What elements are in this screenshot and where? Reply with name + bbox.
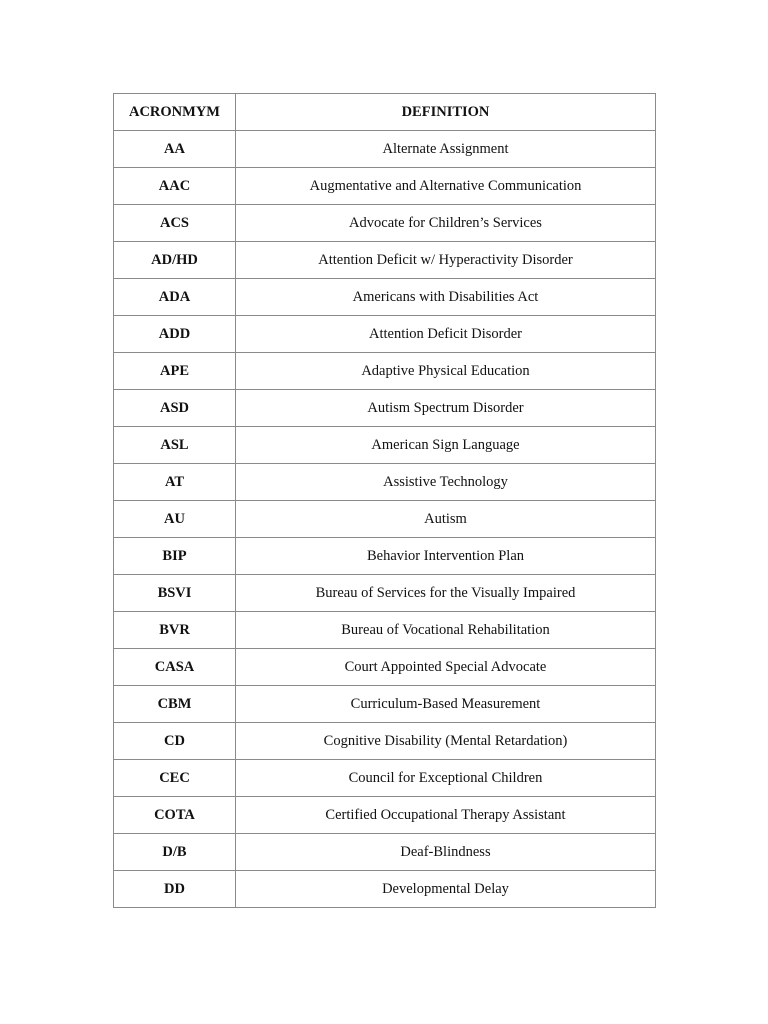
table-row xyxy=(114,427,656,464)
table-row xyxy=(114,797,656,834)
acronym-cell: CD xyxy=(114,723,236,760)
definition-cell: Advocate for Children’s Services xyxy=(236,205,656,242)
definition-cell: Attention Deficit w/ Hyperactivity Disorder xyxy=(236,242,656,279)
acronym-cell: ACS xyxy=(114,205,236,242)
definition-cell: Behavior Intervention Plan xyxy=(236,538,656,575)
acronym-cell: D/B xyxy=(114,834,236,871)
acronym-cell: COTA xyxy=(114,797,236,834)
definition-cell: Augmentative and Alternative Communication xyxy=(236,168,656,205)
acronym-cell: AT xyxy=(114,464,236,501)
definition-cell: Americans with Disabilities Act xyxy=(236,279,656,316)
table-row xyxy=(114,205,656,242)
table-row xyxy=(114,390,656,427)
table-row xyxy=(114,834,656,871)
definition-cell: Developmental Delay xyxy=(236,871,656,908)
acronym-cell: AA xyxy=(114,131,236,168)
definition-cell: American Sign Language xyxy=(236,427,656,464)
table-row xyxy=(114,353,656,390)
definition-cell: Deaf-Blindness xyxy=(236,834,656,871)
acronym-cell: AU xyxy=(114,501,236,538)
acronym-cell: ASL xyxy=(114,427,236,464)
definition-cell: Bureau of Vocational Rehabilitation xyxy=(236,612,656,649)
acronym-cell: AD/HD xyxy=(114,242,236,279)
table-row xyxy=(114,131,656,168)
acronym-cell: DD xyxy=(114,871,236,908)
acronym-cell: AAC xyxy=(114,168,236,205)
acronym-cell: CBM xyxy=(114,686,236,723)
acronym-cell: BIP xyxy=(114,538,236,575)
acronym-table xyxy=(113,93,656,908)
definition-cell: Court Appointed Special Advocate xyxy=(236,649,656,686)
definition-cell: Council for Exceptional Children xyxy=(236,760,656,797)
definition-column-header: DEFINITION xyxy=(236,94,656,131)
acronym-cell: APE xyxy=(114,353,236,390)
acronym-column-header: ACRONMYM xyxy=(114,94,236,131)
table-row xyxy=(114,464,656,501)
acronym-cell: ADA xyxy=(114,279,236,316)
table-header xyxy=(114,94,656,131)
definition-cell: Certified Occupational Therapy Assistant xyxy=(236,797,656,834)
definition-cell: Autism Spectrum Disorder xyxy=(236,390,656,427)
acronym-cell: CEC xyxy=(114,760,236,797)
acronym-cell: ASD xyxy=(114,390,236,427)
table-row xyxy=(114,871,656,908)
acronym-cell: CASA xyxy=(114,649,236,686)
definition-cell: Attention Deficit Disorder xyxy=(236,316,656,353)
table-row xyxy=(114,686,656,723)
table-row xyxy=(114,575,656,612)
table-row xyxy=(114,316,656,353)
acronym-cell: ADD xyxy=(114,316,236,353)
table-row xyxy=(114,538,656,575)
definition-cell: Curriculum-Based Measurement xyxy=(236,686,656,723)
table-row xyxy=(114,168,656,205)
definition-cell: Assistive Technology xyxy=(236,464,656,501)
table-row xyxy=(114,242,656,279)
table-row xyxy=(114,649,656,686)
table-row xyxy=(114,723,656,760)
definition-cell: Alternate Assignment xyxy=(236,131,656,168)
header-row xyxy=(114,94,656,131)
table-row xyxy=(114,279,656,316)
definition-cell: Autism xyxy=(236,501,656,538)
definition-cell: Cognitive Disability (Mental Retardation) xyxy=(236,723,656,760)
acronym-cell: BVR xyxy=(114,612,236,649)
table-row xyxy=(114,612,656,649)
table-body xyxy=(114,131,656,908)
table-row xyxy=(114,760,656,797)
table-row xyxy=(114,501,656,538)
definition-cell: Bureau of Services for the Visually Impaired xyxy=(236,575,656,612)
acronym-cell: BSVI xyxy=(114,575,236,612)
definition-cell: Adaptive Physical Education xyxy=(236,353,656,390)
